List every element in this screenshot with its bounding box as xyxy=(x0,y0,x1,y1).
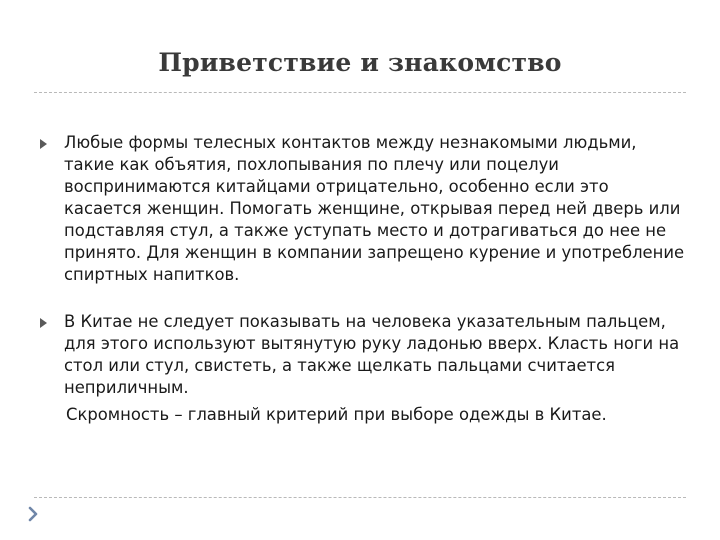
chevron-right-icon[interactable] xyxy=(24,505,42,523)
top-divider xyxy=(34,92,686,93)
triangle-right-icon xyxy=(40,139,47,149)
slide-content xyxy=(40,132,686,426)
bullet-item-1 xyxy=(40,132,686,286)
bullet-text-1: Любые формы телесных контактов между незнакомыми людьми, такие как объятия, похлопывания по плечу или поцелуи воспринимаются китайцами отрицательно, особенно если это касается женщин. Помогать женщине, открывая перед ней дверь или подставляя стул, а также уступать место и дотрагиваться до нее не принято. Для женщин в компании запрещено курение и употребление спиртных напитков. xyxy=(64,133,685,284)
bullet-item-2 xyxy=(40,311,686,399)
bottom-divider xyxy=(34,497,686,498)
slide-title: Приветствие и знакомство xyxy=(158,48,562,77)
triangle-right-icon xyxy=(40,318,47,328)
bullet-text-2: В Китае не следует показывать на человека указательным пальцем, для этого используют вытянутую руку ладонью вверх. Класть ноги на стол или стул, свистеть, а также щелкать пальцами считается неприличным. xyxy=(64,312,680,397)
plain-paragraph: Скромность – главный критерий при выборе одежды в Китае. xyxy=(66,405,607,424)
